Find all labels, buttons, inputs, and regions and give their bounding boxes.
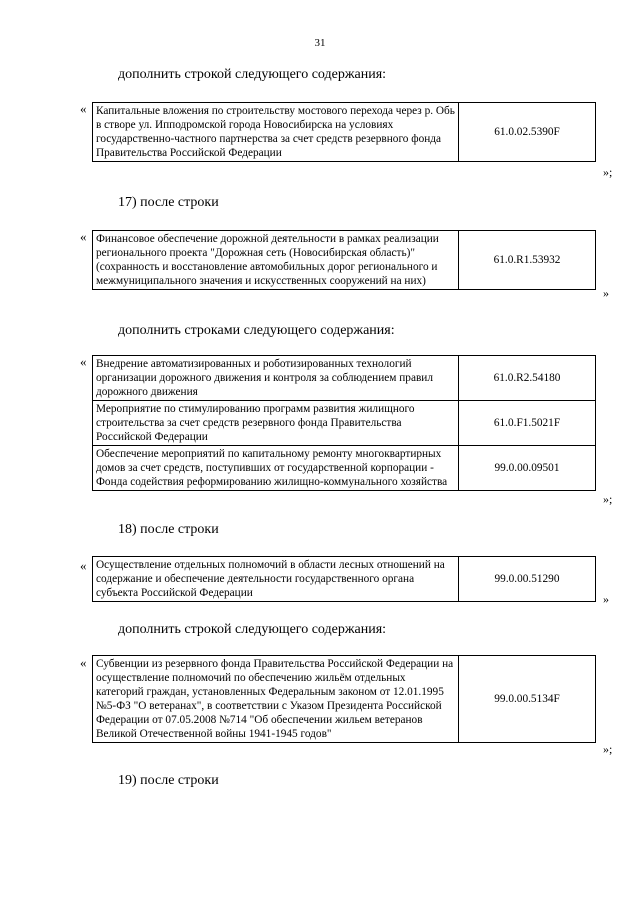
table-row [93, 656, 596, 743]
table-row [93, 356, 596, 401]
opening-quote: « [80, 229, 87, 244]
row-name: Осуществление отдельных полномочий в области лесных отношений на содержание и обеспечение деятельности государственного органа субъекта Российской Федерации [93, 557, 459, 602]
budget-row-table [92, 556, 596, 602]
row-name: Капитальные вложения по строительству мостового перехода через р. Обь в створе ул. Ипподромской города Новосибирска на условиях государственно-частного партнерства за счет средств резервного фонда Правительства Российской Федерации [93, 103, 459, 162]
closing-quote: » [603, 592, 609, 606]
table-row [93, 446, 596, 491]
table-row [93, 401, 596, 446]
intro-text: 18) после строки [118, 522, 219, 537]
closing-quote: »; [603, 492, 613, 506]
row-name: Финансовое обеспечение дорожной деятельности в рамках реализации регионального проекта "Дорожная сеть (Новосибирская область)" (сохранность и восстановление автомобильных дорог регионального и межмуниципального значения и искусственных сооружений на них) [93, 231, 459, 290]
table-row [93, 557, 596, 602]
closing-quote: »; [603, 165, 613, 179]
intro-text: 17) после строки [118, 195, 219, 210]
row-code: 61.0.R1.53932 [459, 231, 596, 290]
budget-row-table [92, 230, 596, 290]
budget-row-table [92, 355, 596, 491]
table-row [93, 103, 596, 162]
row-name: Субвенции из резервного фонда Правительства Российской Федерации на осуществление полномочий по обеспечению жильём отдельных категорий граждан, установленных Федеральным законом от 12.01.1995 №5-ФЗ "О ветеранах", в соответствии с Указом Президента Российской Федерации от 07.05.2008 №714 "Об обеспечении жильем ветеранов Великой Отечественной войны 1941-1945 годов" [93, 656, 459, 743]
budget-row-table [92, 655, 596, 743]
row-code: 61.0.02.5390F [459, 103, 596, 162]
row-code: 99.0.00.5134F [459, 656, 596, 743]
opening-quote: « [80, 101, 87, 116]
budget-row-table [92, 102, 596, 162]
intro-text: дополнить строками следующего содержания: [118, 323, 395, 338]
row-name: Мероприятие по стимулированию программ развития жилищного строительства за счет средств резервного фонда Правительства Российской Федерации [93, 401, 459, 446]
opening-quote: « [80, 558, 87, 573]
closing-quote: »; [603, 742, 613, 756]
row-code: 61.0.R2.54180 [459, 356, 596, 401]
opening-quote: « [80, 354, 87, 369]
page-number: 31 [314, 37, 326, 49]
intro-text: дополнить строкой следующего содержания: [118, 67, 387, 82]
row-name: Внедрение автоматизированных и роботизированных технологий организации дорожного движения и контроля за соблюдением правил дорожного движения [93, 356, 459, 401]
row-code: 61.0.F1.5021F [459, 401, 596, 446]
row-code: 99.0.00.51290 [459, 557, 596, 602]
row-code: 99.0.00.09501 [459, 446, 596, 491]
row-name: Обеспечение мероприятий по капитальному ремонту многоквартирных домов за счет средств, поступивших от государственной корпорации - Фонда содействия реформированию жилищно-коммунального хозяйства [93, 446, 459, 491]
closing-quote: » [603, 286, 609, 300]
table-row [93, 231, 596, 290]
opening-quote: « [80, 655, 87, 670]
intro-text: дополнить строкой следующего содержания: [118, 622, 387, 637]
intro-text: 19) после строки [118, 773, 219, 788]
